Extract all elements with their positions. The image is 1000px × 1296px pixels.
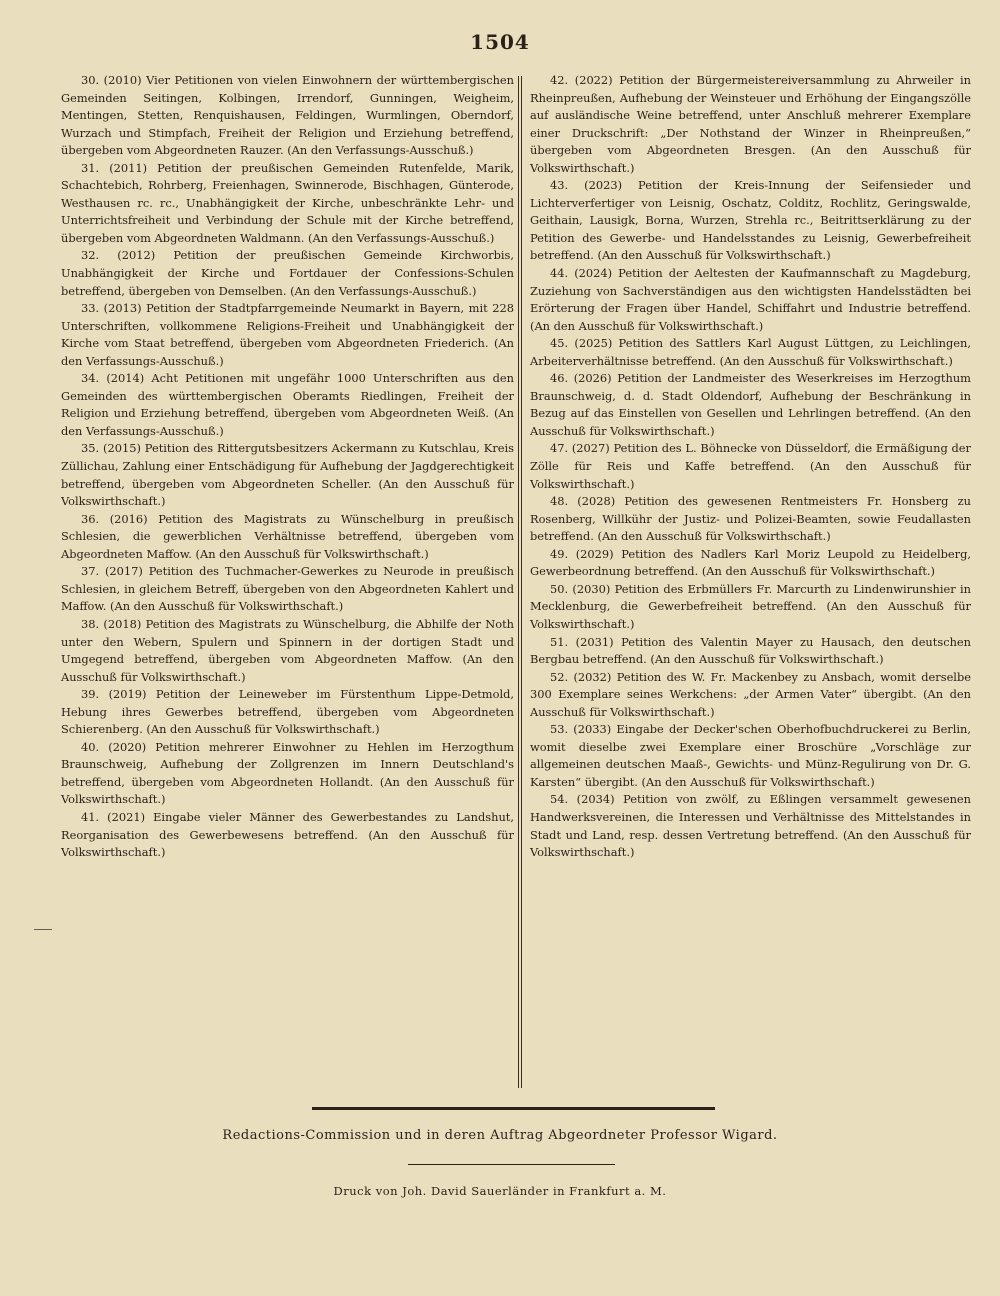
petition-entry: 40. (2020) Petition mehrerer Einwohner zu Hehlen im Herzogthum Braunschweig, Aufhebung der Zollgrenzen im Innern Deutschland's betreffend, übergeben vom Abgeordneten Hollandt. (An den Ausschuß für Volkswirthschaft.) [61, 739, 514, 807]
printer-divider [408, 1164, 615, 1165]
petition-entry: 33. (2013) Petition der Stadtpfarrgemeinde Neumarkt in Bayern, mit 228 Unterschriften, vollkommene Religions-Freiheit und Unabhängigkeit der Kirche vom Staat betreffend, übergeben vom Abgeordneten Friederich. (An den Verfassungs-Ausschuß.) [61, 301, 514, 368]
petition-entry: 36. (2016) Petition des Magistrats zu Wünschelburg in preußisch Schlesien, die gewerblichen Verhältnisse betreffend, übergeben vom Abgeordneten Maffow. (An den Ausschuß für Volkswirthschaft.) [61, 511, 514, 561]
petition-entry: 50. (2030) Petition des Erbmüllers Fr. Marcurth zu Lindenwirunshier in Mecklenburg, die Gewerbefreiheit betreffend. (An den Ausschuß für Volkswirthschaft.) [530, 581, 971, 631]
page-number: 1504 [470, 30, 530, 54]
petition-entry: 53. (2033) Eingabe der Decker'schen Oberhofbuchdruckerei zu Berlin, womit dieselbe zwei Exemplare einer Broschüre „Vorschläge zur allgemeinen deutschen Maaß-, Gewichts- und Münz-Regulirung von Dr. G. Karsten“ übergibt. (An den Ausschuß für Volkswirthschaft.) [530, 722, 971, 789]
printer-imprint: Druck von Joh. David Sauerländer in Frankfurt a. M. [333, 1184, 667, 1198]
petition-entry: 38. (2018) Petition des Magistrats zu Wünschelburg, die Abhilfe der Noth unter den Webern, Spulern und Spinnern in der dortigen Stadt und Umgegend betreffend, übergeben vom Abgeordneten Maffow. (An den Ausschuß für Volkswirthschaft.) [61, 616, 514, 684]
petition-entry: 46. (2026) Petition der Landmeister des Weserkreises im Herzogthum Braunschweig, d. d. Stadt Oldendorf, Aufhebung der Beschränkung in Bezug auf das Einstellen von Gesellen und Lehrlingen betreffend. (An den Ausschuß für Volkswirthschaft.) [530, 371, 971, 438]
petition-entry: 35. (2015) Petition des Rittergutsbesitzers Ackermann zu Kutschlau, Kreis Züllichau, Zahlung einer Entschädigung für Aufhebung der Jagdgerechtigkeit betreffend, übergeben vom Abgeordneten Scheller. (An den Ausschuß für Volkswirthschaft.) [61, 441, 514, 509]
petition-entry: 52. (2032) Petition des W. Fr. Mackenbey zu Ansbach, womit derselbe 300 Exemplare seines Werkchens: „der Armen Vater“ übergibt. (An den Ausschuß für Volkswirthschaft.) [530, 669, 971, 719]
petition-entry: 37. (2017) Petition des Tuchmacher-Gewerkes zu Neurode in preußisch Schlesien, in gleichem Betreff, übergeben von den Abgeordneten Kahlert und Maffow. (An den Ausschuß für Volkswirthschaft.) [61, 564, 514, 614]
left-column [61, 72, 514, 862]
petition-entry: 49. (2029) Petition des Nadlers Karl Moriz Leupold zu Heidelberg, Gewerbeordnung betreffend. (An den Ausschuß für Volkswirthschaft.) [530, 546, 971, 579]
petition-entry: 42. (2022) Petition der Bürgermeistereiversammlung zu Ahrweiler in Rheinpreußen, Aufhebung der Weinsteuer und Erhöhung der Eingangszölle auf ausländische Weine betreffend, unter Anschluß mehrerer Exemplare einer Druckschrift: „Der Nothstand der Winzer in Rheinpreußen,“ übergeben vom Abgeordneten Bresgen. (An den Ausschuß für Volkswirthschaft.) [530, 73, 971, 175]
petition-entry: 54. (2034) Petition von zwölf, zu Eßlingen versammelt gewesenen Handwerksvereinen, die Interessen und Verhältnisse des Mittelstandes in Stadt und Land, resp. dessen Vertretung betreffend. (An den Ausschuß für Volkswirthschaft.) [530, 792, 971, 860]
footer-divider [312, 1107, 715, 1110]
editorial-credit: Redactions-Commission und in deren Auftrag Abgeordneter Professor Wigard. [222, 1128, 778, 1143]
petition-entry: 30. (2010) Vier Petitionen von vielen Einwohnern der württembergischen Gemeinden Seitingen, Kolbingen, Irrendorf, Gunningen, Weigheim, Mentingen, Stetten, Renquishausen, Feldingen, Wurmlingen, Oberndorf, Wurzach und Stimpfach, Freiheit der Religion und Erziehung betreffend, übergeben vom Abgeordneten Rauzer. (An den Verfassungs-Ausschuß.) [61, 73, 514, 158]
petition-entry: 32. (2012) Petition der preußischen Gemeinde Kirchworbis, Unabhängigkeit der Kirche und Fortdauer der Confessions-Schulen betreffend, übergeben von Demselben. (An den Verfassungs-Ausschuß.) [61, 248, 514, 298]
petition-entry: 43. (2023) Petition der Kreis-Innung der Seifensieder und Lichterverfertiger von Leisnig, Oschatz, Colditz, Rochlitz, Geringswalde, Geithain, Lausigk, Borna, Wurzen, Strehla rc., Beitrittserklärung zu der Petition des Gewerbe- und Handelsstandes zu Leisnig, Gewerbefreiheit betreffend. (An den Ausschuß für Volkswirthschaft.) [530, 178, 971, 263]
margin-mark [34, 929, 52, 930]
right-column [530, 72, 971, 862]
petition-entry: 47. (2027) Petition des L. Böhnecke von Düsseldorf, die Ermäßigung der Zölle für Reis und Kaffe betreffend. (An den Ausschuß für Volkswirthschaft.) [530, 441, 971, 491]
column-divider [518, 76, 522, 1088]
petition-entry: 34. (2014) Acht Petitionen mit ungefähr 1000 Unterschriften aus den Gemeinden des württembergischen Oberamts Riedlingen, Freiheit der Religion und Erziehung betreffend, übergeben vom Abgeordneten Weiß. (An den Verfassungs-Ausschuß.) [61, 371, 514, 438]
petition-entry: 44. (2024) Petition der Aeltesten der Kaufmannschaft zu Magdeburg, Zuziehung von Sachverständigen aus den wichtigsten Handelsstädten bei Erörterung der Fragen über Handel, Schiffahrt und Industrie betreffend. (An den Ausschuß für Volkswirthschaft.) [530, 266, 971, 333]
petition-entry: 41. (2021) Eingabe vieler Männer des Gewerbestandes zu Landshut, Reorganisation des Gewerbewesens betreffend. (An den Ausschuß für Volkswirthschaft.) [61, 809, 514, 860]
petition-entry: 51. (2031) Petition des Valentin Mayer zu Hausach, den deutschen Bergbau betreffend. (An den Ausschuß für Volkswirthschaft.) [530, 634, 971, 667]
petition-entry: 39. (2019) Petition der Leineweber im Fürstenthum Lippe-Detmold, Hebung ihres Gewerbes betreffend, übergeben vom Abgeordneten Schierenberg. (An den Ausschuß für Volkswirthschaft.) [61, 687, 514, 737]
petition-entry: 45. (2025) Petition des Sattlers Karl August Lüttgen, zu Leichlingen, Arbeiterverhältnisse betreffend. (An den Ausschuß für Volkswirthschaft.) [530, 336, 971, 368]
petition-entry: 31. (2011) Petition der preußischen Gemeinden Rutenfelde, Marik, Schachtebich, Rohrberg, Freienhagen, Swinnerode, Bischhagen, Günterode, Westhausen rc. rc., Unabhängigkeit der Kirche, unbeschränkte Lehr- und Unterrichtsfreiheit und Verbindung der Schule mit der Kirche betreffend, übergeben vom Abgeordneten Waldmann. (An den Verfassungs-Ausschuß.) [61, 160, 514, 245]
petition-entry: 48. (2028) Petition des gewesenen Rentmeisters Fr. Honsberg zu Rosenberg, Willkühr der Justiz- und Polizei-Beamten, sowie Feudallasten betreffend. (An den Ausschuß für Volkswirthschaft.) [530, 494, 971, 544]
